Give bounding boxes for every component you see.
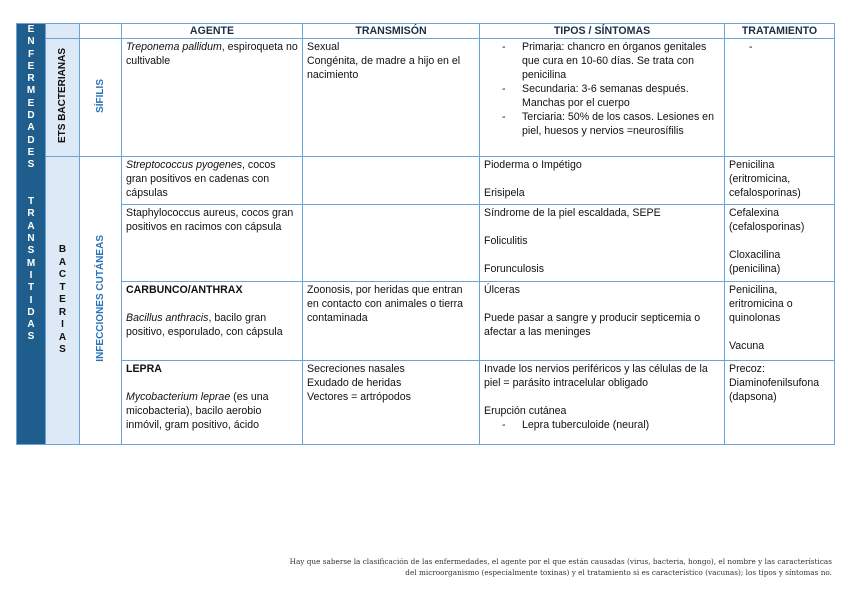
staph-tipo-1: Síndrome de la piel escaldada, SEPE — [484, 207, 661, 219]
side-band-letter — [30, 184, 33, 196]
lepra-tipo-item: - Lepra tuberculoide (neural) — [522, 418, 720, 432]
side-band-letter: S — [27, 331, 35, 343]
sifilis-tratamiento — [725, 39, 835, 157]
group-sifilis — [80, 39, 122, 157]
row-strepto — [17, 157, 835, 205]
carbunco-tratamiento — [725, 282, 835, 361]
staph-tipos — [480, 205, 725, 282]
side-band-letter: N — [27, 233, 35, 245]
lepra-tipo-1: Invade los nervios periféricos y las células de la piel = parásito intracelular obligado — [484, 363, 708, 389]
bacterias-letter: C — [58, 269, 67, 281]
side-band-letter: E — [27, 97, 35, 109]
side-band-letter: I — [29, 269, 33, 281]
header-row — [17, 24, 835, 39]
lepra-agent — [122, 361, 303, 445]
row-carbunco — [17, 282, 835, 361]
side-band-letter: I — [29, 294, 33, 306]
carbunco-transmision: Zoonosis, por heridas que entran en contacto con animales o tierra contaminada — [303, 282, 480, 361]
sifilis-trans-2: Congénita, de madre a hijo en el nacimiento — [307, 55, 461, 81]
footer-line-2: del microorganismo (especialmente toxinas) y el tratamiento si es característico (vacunas); los tipos y síntomas no. — [405, 568, 832, 577]
strepto-tipos — [480, 157, 725, 205]
carbunco-title: CARBUNCO/ANTHRAX — [126, 284, 243, 296]
sifilis-tipos — [480, 39, 725, 157]
group-sifilis-label: SÍFILIS — [94, 78, 106, 113]
carbunco-agent-desc: , bacilo gran positivo, esporulado, con cápsula — [126, 312, 283, 338]
lepra-agent-species: Mycobacterium leprae — [126, 391, 231, 403]
strepto-tratamiento: Penicilina (eritromicina, cefalosporinas) — [725, 157, 835, 205]
lepra-agent-desc: (es una micobacteria), bacilo aerobio inmóvil, gram positivo, ácido — [126, 391, 269, 431]
side-band-letter: E — [27, 60, 35, 72]
carbunco-tipo-2: Puede pasar a sangre y producir septicemia o afectar a las meninges — [484, 312, 701, 338]
strepto-tipo-2: Erisipela — [484, 187, 525, 199]
bacterias-letter: E — [59, 294, 66, 306]
group-bacterias-letters — [46, 244, 79, 357]
bacterias-letter: T — [59, 281, 66, 293]
carbunco-agent-species: Bacillus anthracis — [126, 312, 209, 324]
side-band-letters — [17, 24, 45, 344]
lepra-tipos-list — [484, 418, 720, 432]
group-infecciones — [80, 157, 122, 445]
side-band-letter: M — [26, 257, 36, 269]
lepra-tipo-2: Erupción cutánea — [484, 405, 567, 417]
side-band-letter: T — [27, 282, 35, 294]
side-band-letter: A — [27, 122, 35, 134]
staph-transmision — [303, 205, 480, 282]
sifilis-trat-value: - — [749, 41, 753, 53]
row-lepra — [17, 361, 835, 445]
row-staph — [17, 205, 835, 282]
sifilis-tipos-list — [484, 40, 720, 138]
staph-tipo-3: Forunculosis — [484, 263, 545, 275]
lepra-title: LEPRA — [126, 363, 162, 375]
side-band-letter: S — [27, 245, 35, 257]
side-band-letter: F — [27, 48, 35, 60]
sifilis-agent-species: Treponema pallidum — [126, 41, 222, 53]
side-band-letter: D — [27, 110, 35, 122]
bacterias-letter: R — [58, 306, 67, 318]
lepra-trans-2: Exudado de heridas — [307, 377, 402, 389]
side-band-letter: S — [27, 159, 35, 171]
side-band — [17, 24, 46, 445]
bacterias-letter: B — [58, 244, 67, 256]
staph-agent: Staphylococcus aureus, cocos gran positivos en racimos con cápsula — [122, 205, 303, 282]
bacterias-letter: S — [59, 344, 66, 356]
group-bacterias — [46, 157, 80, 445]
staph-trat-2: Cloxacilina (penicilina) — [729, 249, 781, 275]
strepto-agent — [122, 157, 303, 205]
footer-line-1: Hay que saberse la clasificación de las enfermedades, el agente por el que están causadas (virus, bacteria, hongo), el nombre y las características — [289, 557, 832, 566]
sifilis-agent-desc: , espiroqueta no cultivable — [126, 41, 298, 67]
header-tratamiento: TRATAMIENTO — [725, 24, 835, 39]
strepto-tipo-1: Pioderma o Impétigo — [484, 159, 582, 171]
side-band-letter: R — [27, 208, 35, 220]
group-infecciones-label: INFECCIONES CUTÁNEAS — [94, 235, 106, 362]
carbunco-tipos — [480, 282, 725, 361]
bacterias-letter: I — [61, 319, 64, 331]
lepra-trans-1: Secreciones nasales — [307, 363, 405, 375]
header-tipos: TIPOS / SÍNTOMAS — [480, 24, 725, 39]
side-band-letter: E — [27, 24, 35, 35]
side-band-letter: M — [26, 85, 36, 97]
strepto-agent-desc: , cocos gran positivos en cadenas con cápsulas — [126, 159, 276, 199]
carbunco-trat-2: Vacuna — [729, 340, 765, 352]
sifilis-transmision — [303, 39, 480, 157]
row-sifilis — [17, 39, 835, 157]
staph-trat-1: Cefalexina (cefalosporinas) — [729, 207, 805, 233]
staph-tipo-2: Foliculitis — [484, 235, 528, 247]
sifilis-tipo-item: - Secundaria: 3-6 semanas después. Manchas por el cuerpo — [522, 82, 720, 110]
side-band-letter: R — [27, 73, 35, 85]
sifilis-agent — [122, 39, 303, 157]
sifilis-trans-1: Sexual — [307, 41, 340, 53]
disease-table — [16, 23, 835, 445]
carbunco-agent — [122, 282, 303, 361]
strepto-transmision — [303, 157, 480, 205]
strepto-agent-species: Streptococcus pyogenes — [126, 159, 243, 171]
footer-note — [232, 556, 832, 578]
side-band-letter: E — [27, 146, 35, 158]
sifilis-tipo-item: - Terciaria: 50% de los casos. Lesiones en piel, huesos y nervios =neurosífilis — [522, 110, 720, 138]
lepra-tipos — [480, 361, 725, 445]
staph-tratamiento — [725, 205, 835, 282]
carbunco-trat-1: Penicilina, eritromicina o quinolonas — [729, 284, 793, 324]
side-band-letter: A — [27, 220, 35, 232]
header-empty-1 — [46, 24, 80, 39]
carbunco-tipo-1: Úlceras — [484, 284, 520, 296]
side-band-letter: T — [27, 196, 35, 208]
lepra-tratamiento: Precoz: Diaminofenilsufona (dapsona) — [725, 361, 835, 445]
bacterias-letter: A — [58, 256, 67, 268]
side-band-letter: A — [27, 319, 35, 331]
lepra-trans-3: Vectores = artrópodos — [307, 391, 411, 403]
lepra-transmision — [303, 361, 480, 445]
header-empty-2 — [80, 24, 122, 39]
sifilis-tipo-item: - Primaria: chancro en órganos genitales que cura en 10-60 días. Se trata con penicilina — [522, 40, 720, 82]
side-band-letter: N — [27, 36, 35, 48]
header-agente: AGENTE — [122, 24, 303, 39]
bacterias-letter: A — [58, 331, 67, 343]
header-transmision: TRANSMISÓN — [303, 24, 480, 39]
group-ets — [46, 39, 80, 157]
group-ets-label: ETS BACTERIANAS — [56, 47, 68, 143]
side-band-letter: D — [27, 306, 35, 318]
side-band-letter: D — [27, 134, 35, 146]
side-band-letter — [30, 172, 33, 184]
